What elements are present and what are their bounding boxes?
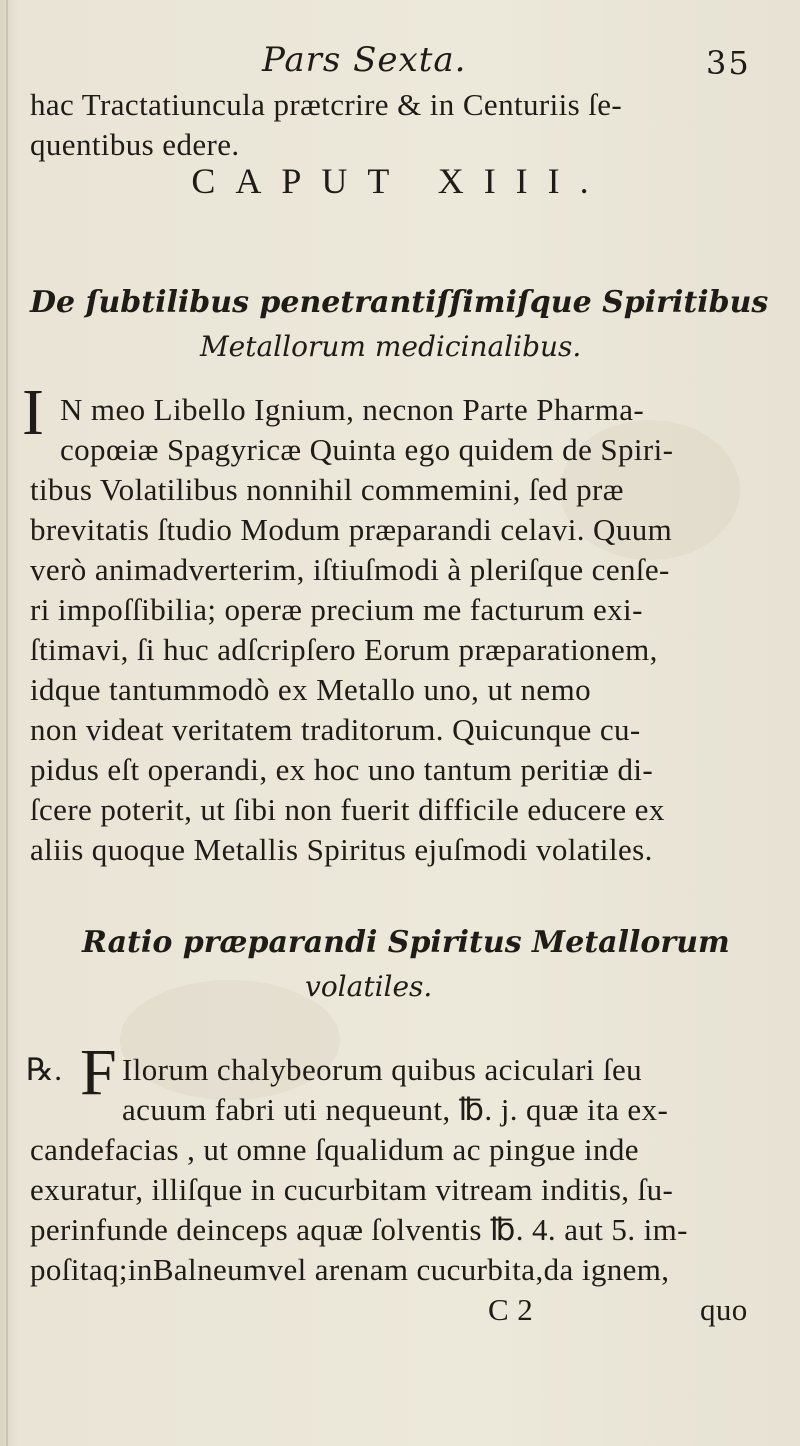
page-number: 35 — [706, 44, 751, 82]
text-line: hac Tractatiuncula prætcrire & in Centuriis ſe- — [30, 87, 623, 122]
running-head — [0, 34, 800, 84]
text-line: tibus Volatilibus nonnihil commemini, ſed præ — [30, 472, 624, 507]
text-line: copœiæ Spagyricæ Quinta ego quidem de Spiri- — [60, 432, 674, 467]
chapter-title: De ſubtilibus penetrantiſſimiſque Spiritibus — [30, 285, 769, 320]
text-line: quentibus edere. — [30, 127, 240, 162]
text-line: non videat veritatem traditorum. Quicunque cu- — [30, 712, 641, 747]
section-title: Ratio præparandi Spiritus Metallorum — [82, 925, 730, 960]
chapter-heading: CAPUT XIII. — [191, 161, 609, 201]
catchword: quo — [700, 1292, 748, 1327]
text-line: acuum fabri uti nequeunt, ℔. j. quæ ita ex- — [122, 1092, 669, 1127]
text-line: idque tantummodò ex Metallo uno, ut nemo — [30, 672, 591, 707]
text-line: ſtimavi, ſi huc adſcripſero Eorum præparationem, — [30, 632, 658, 667]
text-line: ri impoſſibilia; operæ precium me facturum exi- — [30, 592, 643, 627]
section-subtitle: volatiles. — [305, 970, 433, 1003]
text-line: candefacias , ut omne ſqualidum ac pingue inde — [30, 1132, 639, 1167]
running-title: Pars Sexta. — [262, 40, 467, 80]
recipe-symbol: ℞. — [26, 1052, 63, 1087]
text-line: exuratur, illiſque in cucurbitam vitream inditis, ſu- — [30, 1172, 674, 1207]
text-line: N meo Libello Ignium, necnon Parte Pharma- — [60, 392, 645, 427]
drop-cap: F — [80, 1036, 117, 1109]
page-gutter — [6, 0, 8, 1446]
text-line: aliis quoque Metallis Spiritus ejuſmodi volatiles. — [30, 832, 653, 867]
text-line: brevitatis ſtudio Modum præparandi celavi. Quum — [30, 512, 673, 547]
text-line: pidus eſt operandi, ex hoc uno tantum peritiæ di- — [30, 752, 654, 787]
text-line: Ilorum chalybeorum quibus aciculari ſeu — [122, 1052, 643, 1087]
text-line: perinfunde deinceps aquæ ſolventis ℔. 4. aut 5. im- — [30, 1212, 688, 1247]
text-line: verò animadverterim, iſtiuſmodi à pleriſque cenſe- — [30, 552, 670, 587]
signature-mark: C 2 — [488, 1292, 534, 1327]
text-line: poſitaq;inBalneumvel arenam cucurbita,da ignem, — [30, 1252, 670, 1287]
text-line: ſcere poterit, ut ſibi non fuerit difficile educere ex — [30, 792, 665, 827]
drop-cap: I — [22, 376, 44, 449]
chapter-subtitle: Metallorum medicinalibus. — [200, 330, 582, 363]
